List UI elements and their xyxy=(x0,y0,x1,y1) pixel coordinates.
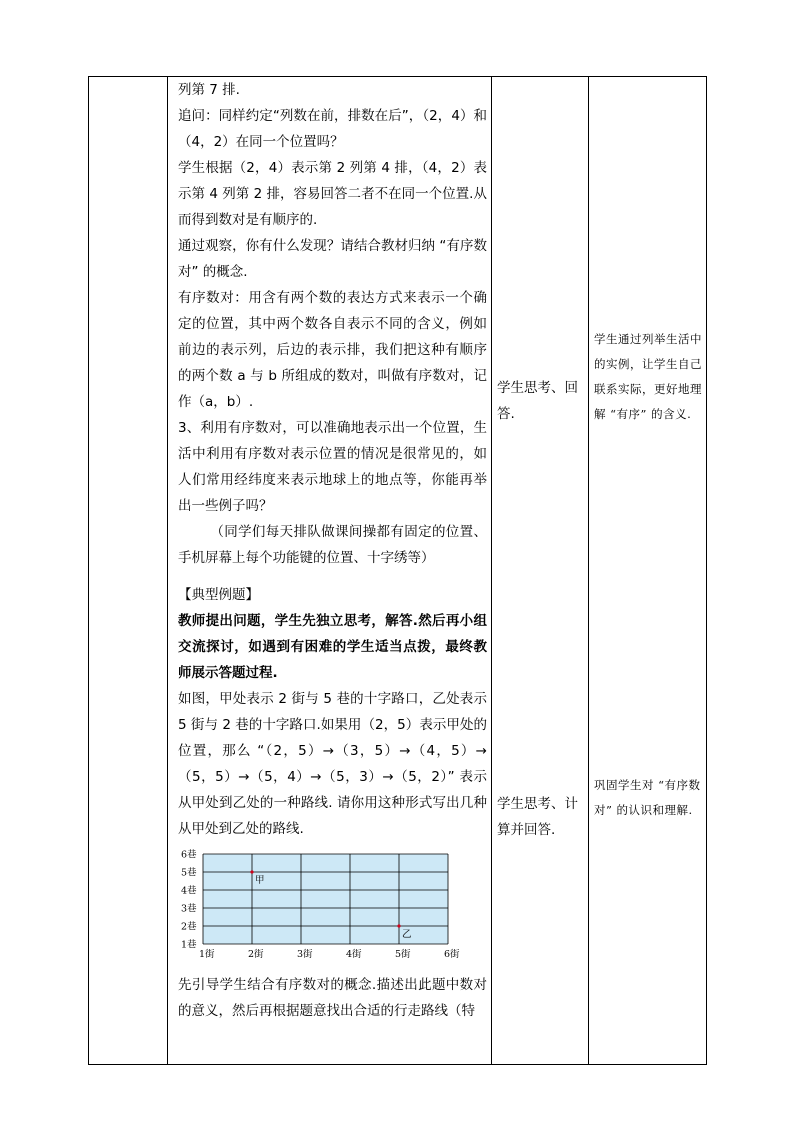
street-label: 5街 xyxy=(395,949,411,960)
street-label: 6街 xyxy=(444,949,460,960)
point-yi-label: 乙 xyxy=(402,929,412,940)
text-paragraph: 通过观察，你有什么发现？请结合教材归纳 “有序数对” 的概念. xyxy=(178,238,487,280)
design-intent-text: 巩固学生对 “有序数对” 的认识和理解. xyxy=(594,778,701,817)
street-label: 3街 xyxy=(297,949,313,960)
column-divider xyxy=(588,77,589,1064)
lane-label: 2巷 xyxy=(181,921,197,933)
lane-label: 1巷 xyxy=(181,939,197,951)
text-paragraph: 追问：同样约定“列数在前，排数在后”，（2，4）和（4，2）在同一个位置吗？ xyxy=(178,108,487,150)
design-intent-1 xyxy=(594,327,702,427)
text-paragraph: 3、利用有序数对，可以准确地表示出一个位置，生活中利用有序数对表示位置的情况是很常见的，如人们常用经纬度来表示地球上的地点等，你能再举出一些例子吗？ xyxy=(178,420,487,514)
examples-paragraph: （同学们每天排队做课间操都有固定的位置、手机屏幕上每个功能键的位置、十字绣等） xyxy=(178,524,487,566)
text-line: 列第 7 排. xyxy=(178,82,240,98)
street-label: 4街 xyxy=(346,949,362,960)
lane-label: 3巷 xyxy=(181,903,197,915)
street-grid-figure xyxy=(181,846,461,970)
column-divider xyxy=(491,77,492,1064)
teaching-process-cell xyxy=(173,77,491,1024)
street-labels xyxy=(199,948,460,960)
point-jia-marker xyxy=(250,870,253,873)
student-activity-text: 学生思考、回答. xyxy=(497,380,578,422)
student-activity-text: 学生思考、计算并回答. xyxy=(497,796,578,838)
lane-label: 5巷 xyxy=(181,867,197,879)
student-activity-1 xyxy=(497,375,587,427)
lane-label: 6巷 xyxy=(181,849,197,861)
design-intent-2 xyxy=(594,773,702,823)
student-activity-2 xyxy=(497,791,587,843)
text-paragraph: 学生根据（2，4）表示第 2 列第 4 排，（4，2）表示第 4 列第 2 排，容易回答二者不在同一个位置.从而得到数对是有顺序的. xyxy=(178,160,487,228)
example-heading: 【典型例题】 xyxy=(178,587,259,603)
closing-paragraph: 先引导学生结合有序数对的概念.描述出此题中数对的意义，然后再根据题意找出合适的行走路线（特 xyxy=(178,977,487,1019)
lane-labels xyxy=(181,849,197,951)
street-label: 2街 xyxy=(248,949,264,960)
point-jia-label: 甲 xyxy=(255,875,265,886)
street-label: 1街 xyxy=(199,949,215,960)
point-yi-marker xyxy=(397,924,400,927)
lesson-table xyxy=(88,76,707,1065)
lane-label: 4巷 xyxy=(181,885,197,897)
column-divider xyxy=(167,77,168,1064)
design-intent-text: 学生通过列举生活中的实例，让学生自己联系实际，更好地理解 “有序” 的含义. xyxy=(594,332,702,421)
example-problem: 如图，甲处表示 2 街与 5 巷的十字路口，乙处表示 5 街与 2 巷的十字路口.如果用（2，5）表示甲处的位置，那么 “（2，5）→（3，5）→（4，5）→（5，5）→（5，4）→（5，3）→（5，2）” 表示从甲处到乙处的一种路线. 请你用这种形式写出几种从甲处到乙处的路线. xyxy=(178,691,487,837)
example-instruction: 教师提出问题，学生先独立思考，解答.然后再小组交流探讨，如遇到有困难的学生适当点拨，最终教师展示答题过程. xyxy=(178,613,487,681)
definition-paragraph: 有序数对：用含有两个数的表达方式来表示一个确定的位置，其中两个数各自表示不同的含义，例如前边的表示列，后边的表示排，我们把这种有顺序的两个数 a 与 b 所组成的数对，叫做有序数对，记作（a，b）. xyxy=(178,290,487,410)
